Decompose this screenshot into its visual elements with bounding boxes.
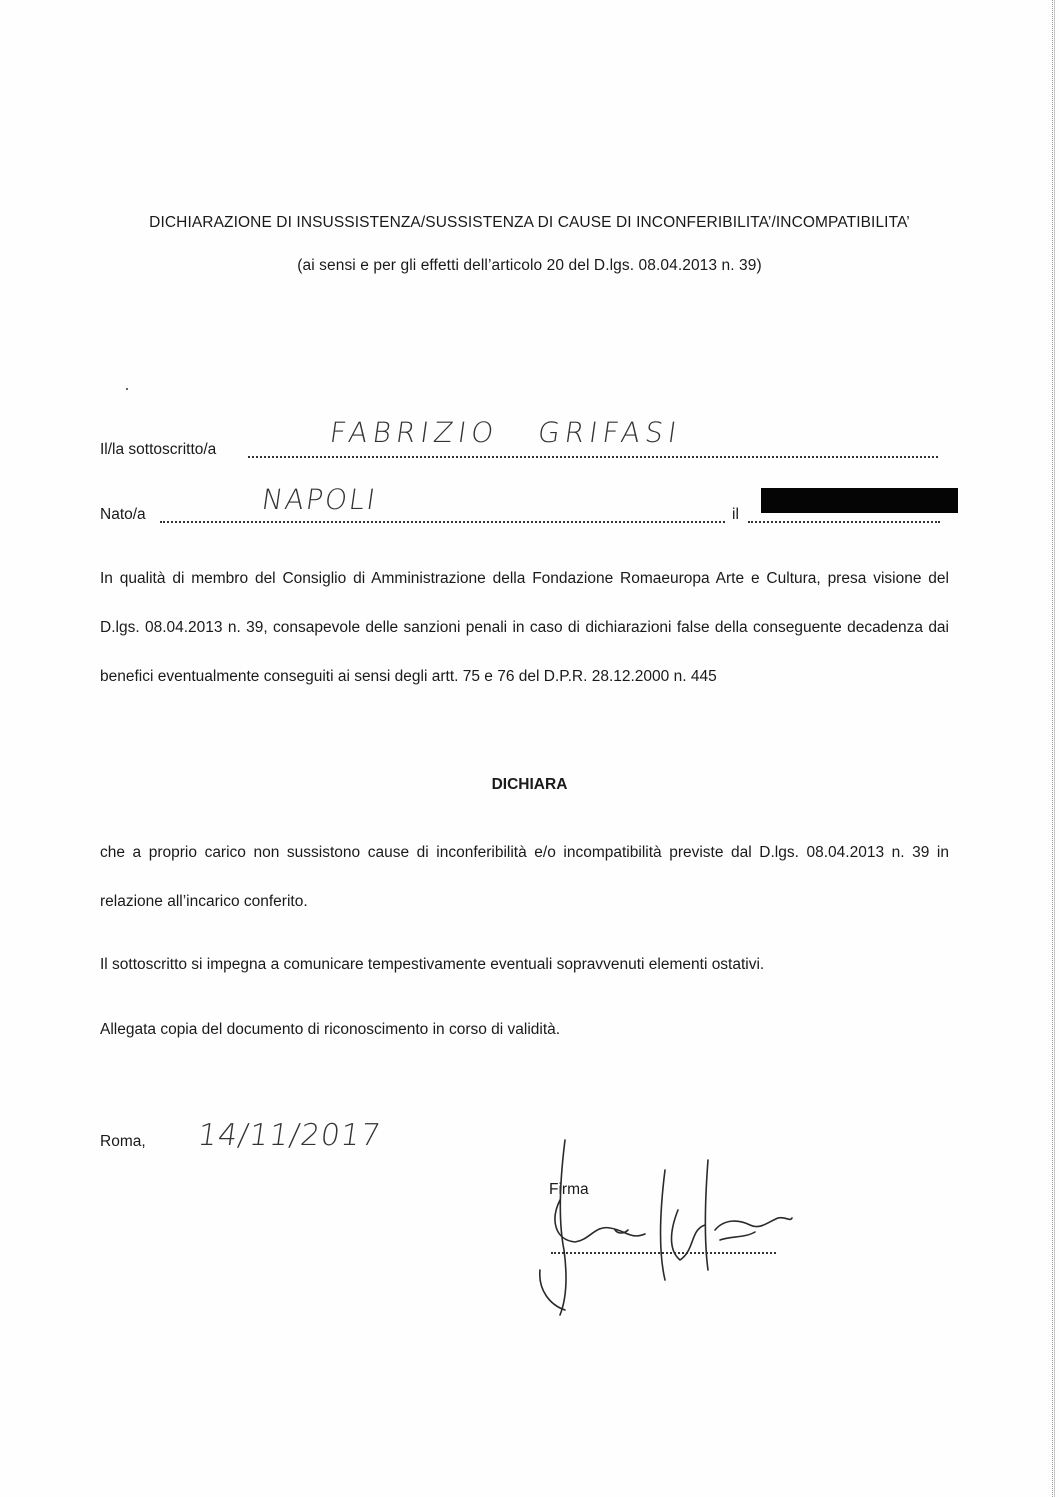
commitment-text: Il sottoscritto si impegna a comunicare tempestivamente eventuali sopravvenuti elementi ostativi. [100,956,765,973]
signature-label: Firma [549,1181,589,1198]
document-title: DICHIARAZIONE DI INSUSSISTENZA/SUSSISTENZA DI CAUSE DI INCONFERIBILITA’/INCOMPATIBILITA’ [149,214,910,231]
attachment-text: Allegata copia del documento di riconoscimento in corso di validità. [100,1021,561,1038]
born-handwritten-city: NAPOLI [259,483,380,516]
birth-date-dotted-line [748,521,940,523]
body-paragraph: In qualità di membro del Consiglio di Amministrazione della Fondazione Romaeuropa Arte e Cultura, presa visione del D.lgs. 08.04.2013 n. 39, consapevole delle sanzioni penali in caso di dichiarazioni false della conseguente decadenza dai benefici eventualmente conseguiti ai sensi degli artt. 75 e 76 del D.P.R. 28.12.2000 n. 445 [100,570,949,685]
place-label: Roma, [100,1133,146,1150]
handwritten-signature [520,1130,810,1320]
redaction-box [761,488,958,513]
declaration-paragraph: che a proprio carico non sussistono cause di inconferibilità e/o incompatibilità previste dal D.lgs. 08.04.2013 n. 39 in relazione all’incarico conferito. [100,844,949,910]
undersigned-handwritten-name: FABRIZIO GRIFASI [327,416,684,449]
document-subtitle: (ai sensi e per gli effetti dell’articolo 20 del D.lgs. 08.04.2013 n. 39) [297,257,762,274]
declares-heading: DICHIARA [491,776,568,793]
undersigned-label: Il/la sottoscritto/a [100,441,217,458]
born-dotted-line [160,521,725,523]
undersigned-dotted-line [248,456,938,458]
handwritten-date: 14/11/2017 [195,1118,384,1153]
birth-date-label: il [732,506,739,523]
born-label: Nato/a [100,506,146,523]
scan-speck [126,388,128,390]
